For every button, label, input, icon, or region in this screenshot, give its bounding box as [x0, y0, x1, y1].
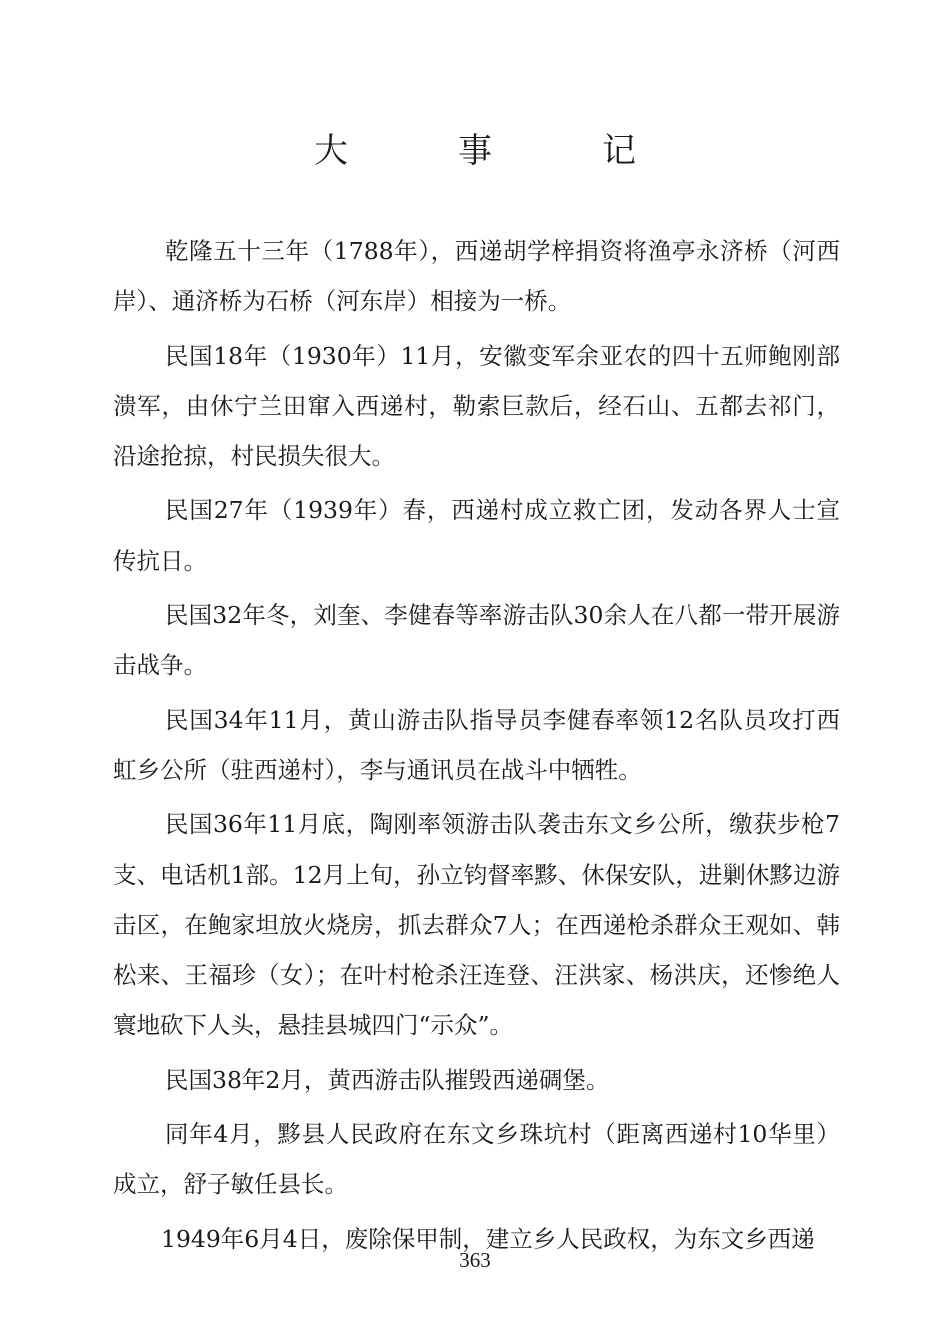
paragraph: 民国36年11月底，陶刚率领游击队袭击东文乡公所，缴获步枪7支、电话机1部。12月上旬，孙立钧督率黟、休保安队，进剿休黟边游击区，在鲍家坦放火烧房，抓去群众7人；在西递枪杀群众王观如、韩松来、王福珍（女）；在叶村枪杀汪连登、汪洪家、杨洪庆，还惨绝人寰地砍下人头，悬挂县城四门“示众”。 [113, 810, 840, 1040]
paragraph: 民国38年2月，黄西游击队摧毁西递碉堡。 [165, 1065, 610, 1094]
paragraph: 民国18年（1930年）11月，安徽变军余亚农的四十五师鲍刚部溃军，由休宁兰田窜入西递村，勒索巨款后，经石山、五都去祁门，沿途抢掠，村民损失很大。 [113, 341, 840, 471]
paragraph: 民国32年冬，刘奎、李健春等率游击队30余人在八都一带开展游击战争。 [113, 601, 840, 680]
paragraph: 乾隆五十三年（1788年），西递胡学梓捐资将渔亭永济桥（河西岸）、通济桥为石桥（河东岸）相接为一桥。 [113, 237, 840, 316]
paragraph: 同年4月，黟县人民政府在东文乡珠坑村（距离西递村10华里）成立，舒子敏任县长。 [113, 1120, 840, 1199]
page-title: 大 事 记 [314, 131, 674, 171]
body-text [113, 226, 840, 1268]
page-number: 363 [459, 1248, 491, 1272]
paragraph: 民国27年（1939年）春，西递村成立救亡团，发动各界人士宣传抗日。 [113, 496, 840, 575]
paragraph: 民国34年11月，黄山游击队指导员李健春率领12名队员攻打西虹乡公所（驻西递村），李与通讯员在战斗中牺牲。 [113, 705, 840, 784]
paragraph: 1949年6月4日，废除保甲制，建立乡人民政权，为东文乡西递 [161, 1224, 815, 1253]
